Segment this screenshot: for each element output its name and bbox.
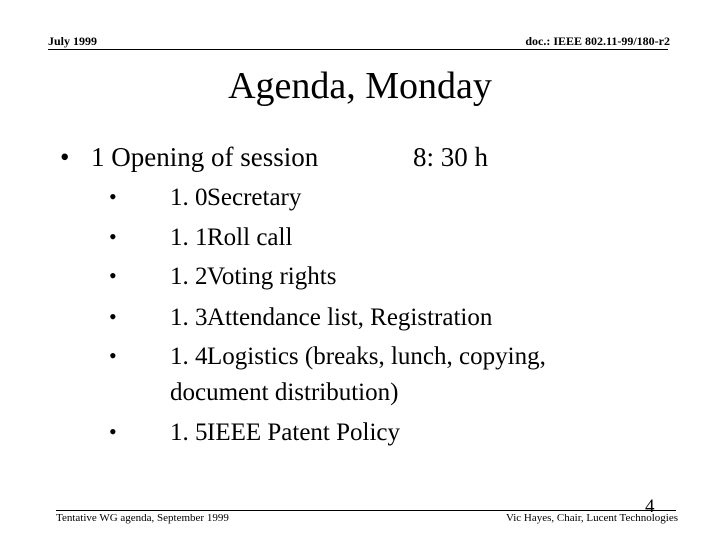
- subitem-bullet: •: [109, 263, 117, 288]
- header-date: July 1999: [48, 34, 98, 48]
- subitem-text: IEEE Patent Policy: [207, 419, 401, 446]
- subitem-bullet: •: [109, 343, 117, 368]
- subitem-bullet: •: [109, 224, 117, 249]
- header-doc-id: doc.: IEEE 802.11-99/180-r2: [525, 34, 670, 48]
- slide-title: Agenda, Monday: [228, 65, 492, 107]
- page-number: 4: [645, 496, 655, 517]
- subitem-bullet: •: [109, 184, 117, 209]
- subitem-bullet: •: [109, 304, 117, 329]
- subitem-number: 1. 5: [170, 419, 208, 446]
- footer-author: Vic Hayes, Chair, Lucent Technologies: [505, 512, 678, 524]
- subitem-text: Voting rights: [207, 263, 337, 290]
- subitem-number: 1. 0: [170, 184, 208, 211]
- subitem-continuation: document distribution): [170, 379, 399, 406]
- subitem-text: Roll call: [207, 224, 293, 251]
- agenda-item-time: 8: 30 h: [413, 142, 489, 172]
- subitem-text: Attendance list, Registration: [207, 304, 493, 331]
- footer-rule: [56, 510, 676, 511]
- agenda-item-label: 1 Opening of session: [91, 142, 319, 172]
- subitem-text: Logistics (breaks, lunch, copying,: [207, 343, 546, 370]
- subitem-text: Secretary: [207, 184, 302, 211]
- agenda-item-bullet: •: [60, 142, 70, 172]
- subitem-number: 1. 4: [170, 343, 208, 370]
- header-rule: [48, 49, 668, 50]
- subitem-bullet: •: [109, 419, 117, 444]
- subitem-number: 1. 1: [170, 224, 208, 251]
- subitem-number: 1. 2: [170, 263, 208, 290]
- subitem-number: 1. 3: [170, 304, 208, 331]
- footer-title: Tentative WG agenda, September 1999: [56, 512, 229, 524]
